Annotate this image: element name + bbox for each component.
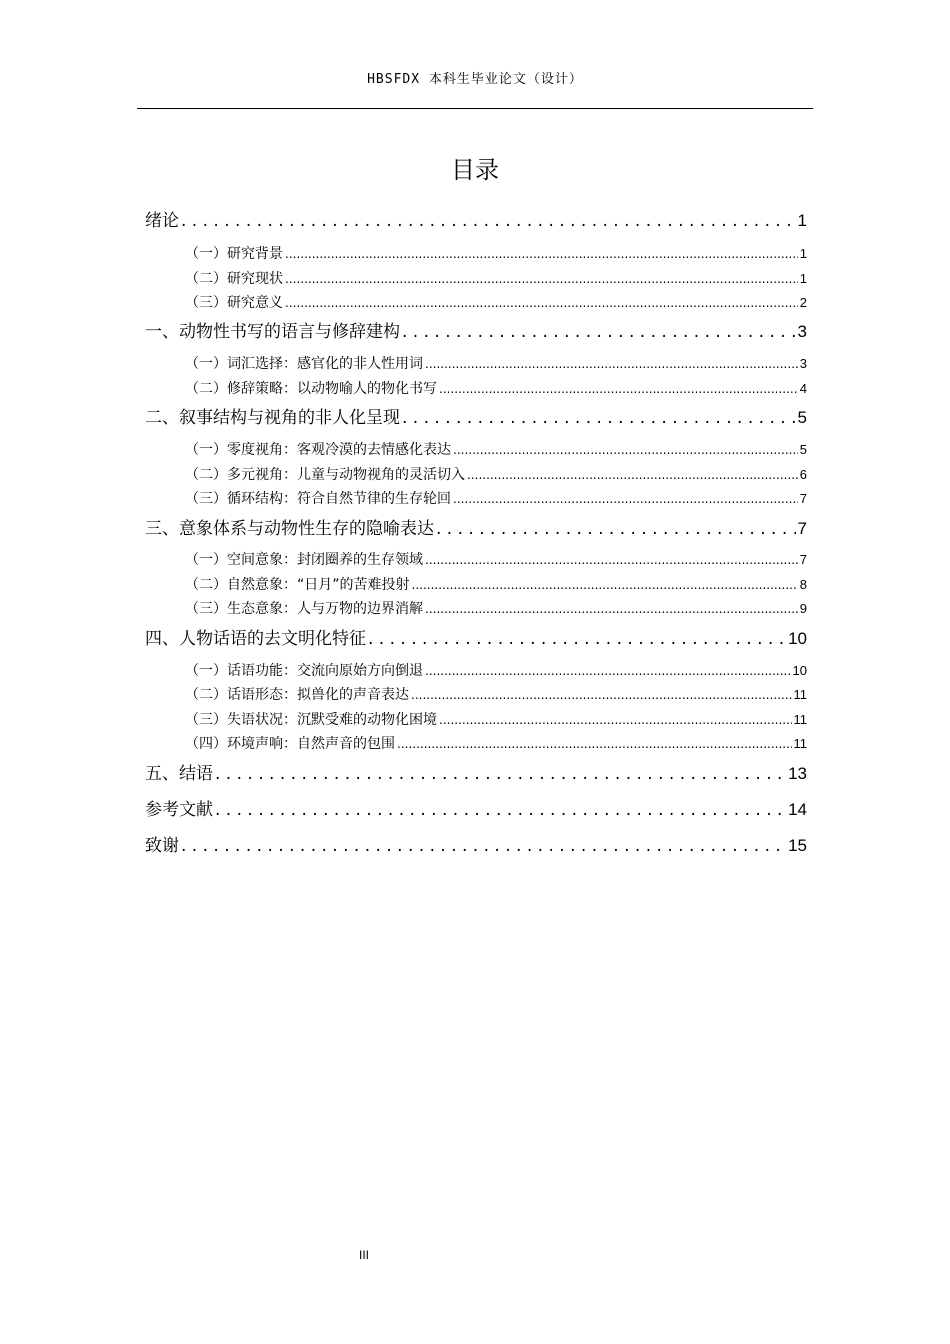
toc-title: 目录 bbox=[451, 156, 499, 184]
toc-leader bbox=[402, 408, 796, 428]
toc-entry-page: 3 bbox=[799, 356, 807, 371]
toc-entry-page: 7 bbox=[799, 491, 807, 506]
toc-entry-label: （二）多元视角：儿童与动物视角的灵活切入 bbox=[185, 467, 465, 483]
toc-entry-label: （二）自然意象：“日月”的苦难投射 bbox=[185, 577, 410, 593]
toc-entry[interactable] bbox=[145, 759, 807, 784]
toc-leader bbox=[285, 246, 798, 262]
toc-leader bbox=[181, 836, 786, 856]
toc-entry[interactable] bbox=[185, 598, 807, 618]
toc-entry[interactable] bbox=[145, 514, 807, 539]
toc-entry-page: 10 bbox=[792, 663, 807, 678]
toc-entry-page: 11 bbox=[793, 687, 807, 702]
toc-leader bbox=[215, 800, 786, 820]
toc-entry[interactable] bbox=[185, 733, 807, 753]
toc-entry-page: 3 bbox=[797, 322, 807, 341]
toc-entry-label: 五、结语 bbox=[145, 764, 213, 784]
toc-leader bbox=[425, 663, 791, 679]
toc-leader bbox=[439, 381, 798, 397]
toc-entry-label: （三）循环结构：符合自然节律的生存轮回 bbox=[185, 491, 451, 507]
toc-entry-label: 参考文献 bbox=[145, 800, 213, 820]
toc-leader bbox=[425, 601, 798, 617]
toc-entry-page: 1 bbox=[799, 246, 807, 261]
toc-entry[interactable] bbox=[145, 624, 807, 649]
toc-entry-label: （二）话语形态：拟兽化的声音表达 bbox=[185, 687, 409, 703]
toc-entry-label: （三）失语状况：沉默受难的动物化困境 bbox=[185, 712, 437, 728]
toc-entry[interactable] bbox=[185, 549, 807, 569]
toc-entry-page: 5 bbox=[797, 408, 807, 427]
toc-entry-label: 三、意象体系与动物性生存的隐喻表达 bbox=[145, 519, 434, 539]
toc-entry[interactable] bbox=[185, 378, 807, 398]
page-number: III bbox=[359, 1248, 370, 1262]
toc-leader bbox=[285, 271, 798, 287]
toc-entry-page: 13 bbox=[788, 764, 807, 783]
toc-leader bbox=[436, 519, 796, 539]
toc-entry[interactable] bbox=[145, 795, 807, 820]
toc-entry[interactable] bbox=[145, 403, 807, 428]
toc-leader bbox=[425, 552, 798, 568]
toc-entry-label: 四、人物话语的去文明化特征 bbox=[145, 629, 366, 649]
page-header: HBSFDX 本科生毕业论文（设计） bbox=[367, 72, 583, 87]
toc-entry-label: （一）研究背景 bbox=[185, 246, 283, 262]
toc-entry-label: 致谢 bbox=[145, 836, 179, 856]
toc-entry[interactable] bbox=[145, 831, 807, 856]
toc-entry-page: 11 bbox=[793, 712, 807, 727]
toc-leader bbox=[453, 491, 798, 507]
toc-entry-label: （一）词汇选择：感官化的非人性用词 bbox=[185, 356, 423, 372]
toc-entry[interactable] bbox=[145, 317, 807, 342]
toc-entry[interactable] bbox=[185, 292, 807, 312]
toc-entry-page: 6 bbox=[799, 467, 807, 482]
toc-leader bbox=[411, 687, 792, 703]
toc-entry-label: （三）研究意义 bbox=[185, 295, 283, 311]
toc-leader bbox=[439, 712, 792, 728]
toc-entry-page: 5 bbox=[799, 442, 807, 457]
toc-entry-page: 7 bbox=[797, 519, 807, 538]
toc-entry[interactable] bbox=[185, 574, 807, 594]
toc-entry-page: 14 bbox=[788, 800, 807, 819]
toc-entry[interactable] bbox=[185, 243, 807, 263]
toc-entry-page: 8 bbox=[799, 577, 807, 592]
toc-leader bbox=[285, 295, 798, 311]
toc-entry-label: （三）生态意象：人与万物的边界消解 bbox=[185, 601, 423, 617]
toc-entry[interactable] bbox=[185, 439, 807, 459]
toc-entry[interactable] bbox=[185, 353, 807, 373]
toc-leader bbox=[368, 629, 786, 649]
toc-entry[interactable] bbox=[185, 488, 807, 508]
toc-leader bbox=[453, 442, 798, 458]
toc-entry-label: 一、动物性书写的语言与修辞建构 bbox=[145, 322, 400, 342]
toc-entry-label: （四）环境声响：自然声音的包围 bbox=[185, 736, 395, 752]
toc-entry-page: 15 bbox=[788, 836, 807, 855]
toc-leader bbox=[402, 322, 796, 342]
toc-entry-page: 10 bbox=[788, 629, 807, 648]
toc-entry-page: 7 bbox=[799, 552, 807, 567]
toc-leader bbox=[425, 356, 798, 372]
toc-leader bbox=[412, 577, 798, 593]
toc-leader bbox=[181, 211, 796, 231]
toc-entry[interactable] bbox=[185, 709, 807, 729]
toc-entry[interactable] bbox=[185, 268, 807, 288]
toc-entry-label: （二）修辞策略：以动物喻人的物化书写 bbox=[185, 381, 437, 397]
toc-leader bbox=[467, 467, 798, 483]
toc-entry-label: 二、叙事结构与视角的非人化呈现 bbox=[145, 408, 400, 428]
toc-entry-label: （一）空间意象：封闭圈养的生存领域 bbox=[185, 552, 423, 568]
toc-entry-page: 4 bbox=[799, 381, 807, 396]
toc-entry-label: （二）研究现状 bbox=[185, 271, 283, 287]
toc-entry-page: 1 bbox=[797, 211, 807, 230]
toc-entry-label: 绪论 bbox=[145, 211, 179, 231]
toc-entry-label: （一）话语功能：交流向原始方向倒退 bbox=[185, 663, 423, 679]
toc-entry-page: 1 bbox=[799, 271, 807, 286]
toc-entry-page: 9 bbox=[799, 601, 807, 616]
toc-entry-page: 2 bbox=[799, 295, 807, 310]
toc-entry[interactable] bbox=[185, 660, 807, 680]
toc-entry-label: （一）零度视角：客观冷漠的去情感化表达 bbox=[185, 442, 451, 458]
toc-entry-page: 11 bbox=[793, 736, 807, 751]
toc-leader bbox=[215, 764, 786, 784]
toc-entry[interactable] bbox=[185, 684, 807, 704]
toc-leader bbox=[397, 736, 792, 752]
toc-entry[interactable] bbox=[145, 206, 807, 231]
toc-entry[interactable] bbox=[185, 464, 807, 484]
